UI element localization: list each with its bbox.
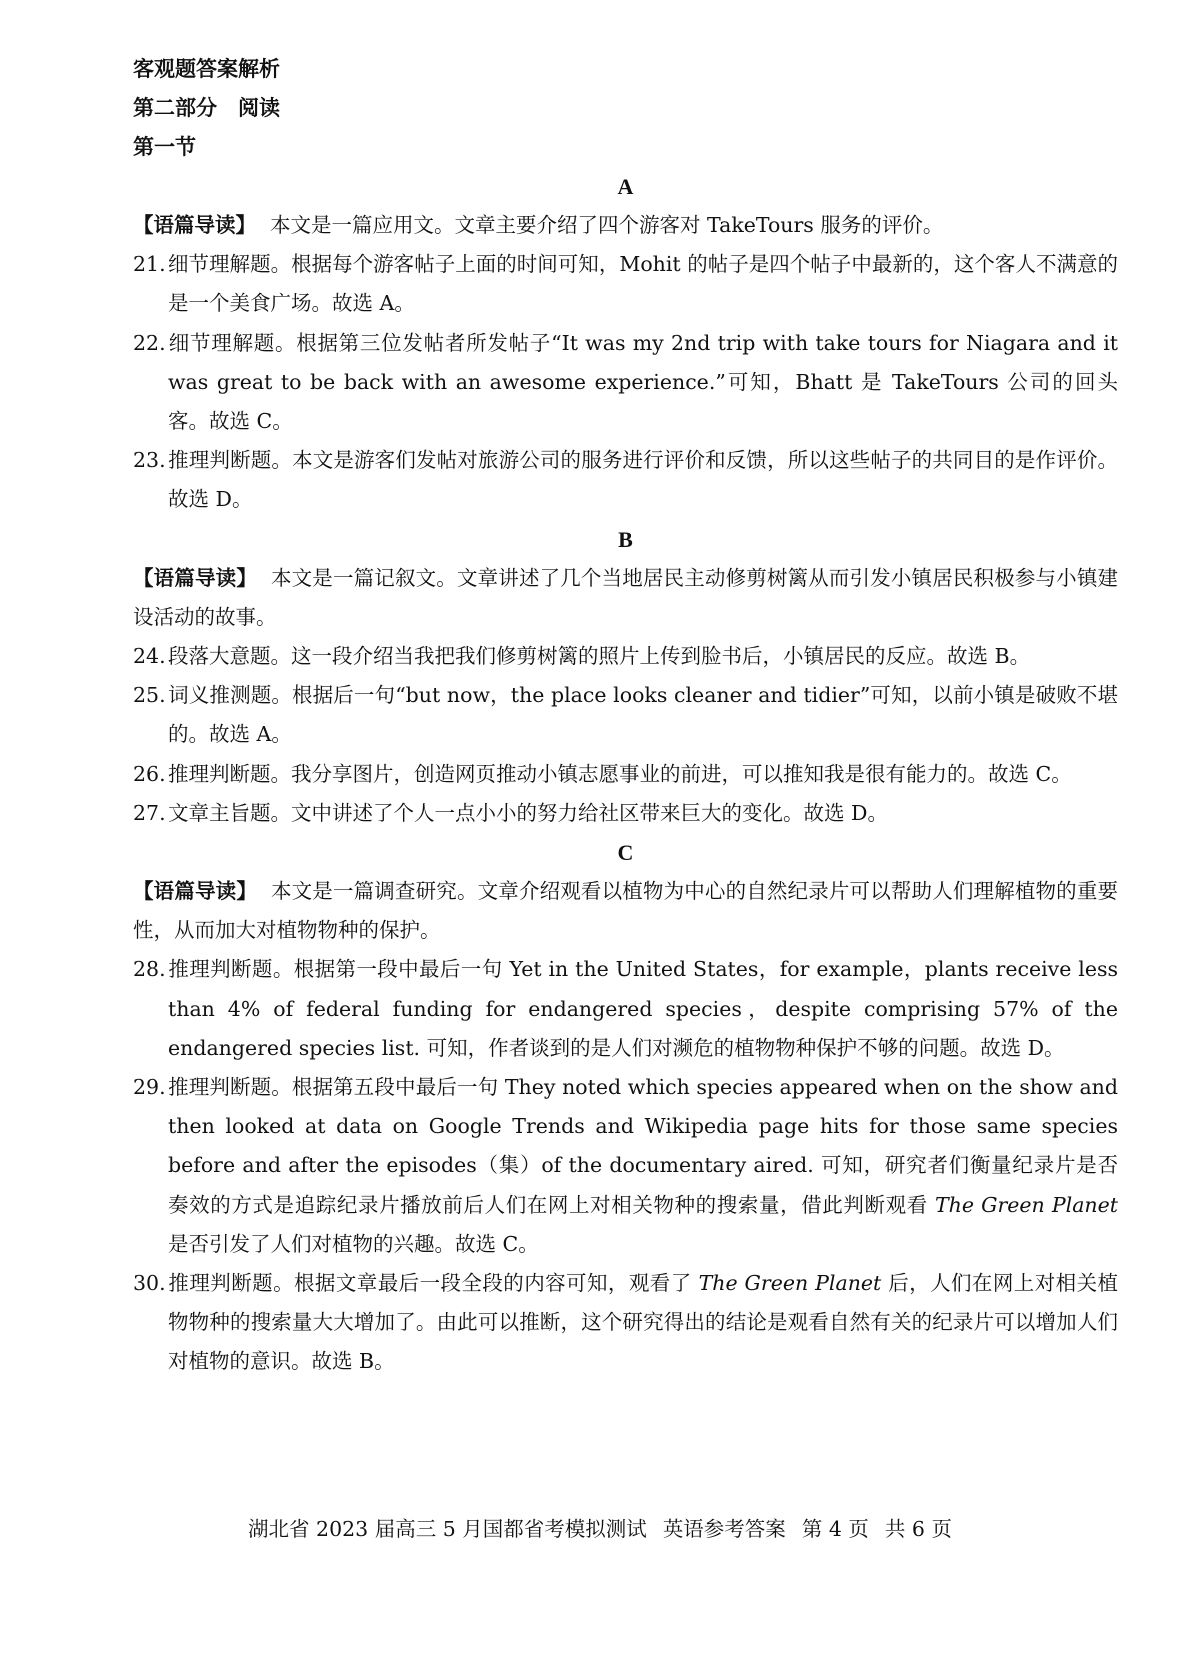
item-number: 24. [133,644,166,669]
documentary-title: The Green Planet [934,1192,1119,1217]
item-text: 推理判断题。根据文章最后一段全段的内容可知，观看了 [168,1271,699,1296]
answer-item [133,794,1118,833]
passage-b [133,520,1118,833]
item-text: 词义推测题。根据后一句“but now，the place looks cleaner and tidier”可知，以前小镇是破败不堪的。故选 A。 [168,683,1118,747]
answer-item [133,441,1118,519]
item-text: 细节理解题。根据第三位发帖者所发帖子“It was my 2nd trip with take tours for Niagara and it was great to be back with an awesome experience.”可知，Bhatt 是 TakeTours 公司的回头客。故选 C。 [168,330,1118,434]
answer-item [133,755,1118,794]
item-number: 23. [133,448,166,473]
intro-label: 【语篇导读】 [133,879,257,904]
item-number: 30. [133,1271,166,1296]
intro-text: 本文是一篇记叙文。文章讲述了几个当地居民主动修剪树篱从而引发小镇居民积极参与小镇建设活动的故事。 [133,565,1119,629]
item-text-continued: 是否引发了人们对植物的兴趣。故选 C。 [168,1231,539,1256]
passage-a [133,167,1118,520]
answer-item [133,1068,1118,1264]
item-number: 27. [133,800,166,825]
passage-intro [133,206,1118,245]
answer-page [133,50,1118,1382]
footer-page-number: 第 4 页 [801,1517,869,1541]
item-text: 细节理解题。根据每个游客帖子上面的时间可知，Mohit 的帖子是四个帖子中最新的，这个客人不满意的是一个美食广场。故选 A。 [168,252,1118,316]
item-text: 推理判断题。根据第五段中最后一句 They noted which species appeared when on the show and then looked at data on Google Trends and Wikipedia page hits for those same species before and after the episodes（集）of the documentary aired. 可知，研究者们衡量纪录片是否奏效的方式是追踪纪录片播放前后人们在网上对相关物种的搜索量，借此判断观看 [168,1075,1118,1217]
page-footer [0,1513,1200,1545]
item-number: 21. [133,252,166,277]
item-text-continued: 后，人们在网上对相关植物物种的搜索量大大增加了。由此可以推断，这个研究得出的结论是观看自然有关的纪录片可以增加人们对植物的意识。故选 B。 [168,1271,1118,1374]
answer-item [133,676,1118,754]
passage-intro [133,872,1118,950]
passage-c [133,833,1118,1382]
answer-item [133,1264,1118,1382]
documentary-title: The Green Planet [698,1271,882,1296]
intro-label: 【语篇导读】 [133,213,256,237]
intro-label: 【语篇导读】 [133,565,257,590]
part-heading: 第二部分 阅读 [133,96,280,120]
item-text: 推理判断题。我分享图片，创造网页推动小镇志愿事业的前进，可以推知我是很有能力的。故选 C。 [168,761,1072,786]
item-number: 28. [133,957,166,982]
item-text: 段落大意题。这一段介绍当我把我们修剪树篱的照片上传到脸书后，小镇居民的反应。故选 B。 [168,644,1031,669]
item-number: 25. [133,683,166,708]
section-heading: 第一节 [133,135,196,159]
item-number: 22. [133,330,166,355]
passage-letter: B [618,526,633,552]
item-number: 26. [133,761,166,786]
item-text: 文章主旨题。文中讲述了个人一点小小的努力给社区带来巨大的变化。故选 D。 [168,800,888,825]
footer-exam: 湖北省 2023 届高三 5 月国都省考模拟测试 [248,1517,647,1541]
answer-item [133,324,1118,442]
passage-letter: C [617,840,634,866]
passage-intro [133,559,1118,637]
answer-item [133,950,1118,1068]
page-title: 客观题答案解析 [133,57,280,81]
item-number: 29. [133,1075,166,1100]
answer-item [133,637,1118,676]
item-text: 推理判断题。本文是游客们发帖对旅游公司的服务进行评价和反馈，所以这些帖子的共同目的是作评价。故选 D。 [168,448,1118,512]
item-text: 推理判断题。根据第一段中最后一句 Yet in the United States，for example，plants receive less than 4% of federal funding for endangered species，despite comprising 57% of the endangered species list. 可知，作者谈到的是人们对濒危的植物物种保护不够的问题。故选 D。 [168,957,1118,1060]
answer-item [133,245,1118,323]
footer-total-pages: 共 6 页 [884,1517,952,1541]
footer-subject: 英语参考答案 [662,1517,786,1541]
passage-letter: A [617,174,634,199]
intro-text: 本文是一篇应用文。文章主要介绍了四个游客对 TakeTours 服务的评价。 [270,213,944,237]
intro-text: 本文是一篇调查研究。文章介绍观看以植物为中心的自然纪录片可以帮助人们理解植物的重要性，从而加大对植物物种的保护。 [133,879,1119,943]
